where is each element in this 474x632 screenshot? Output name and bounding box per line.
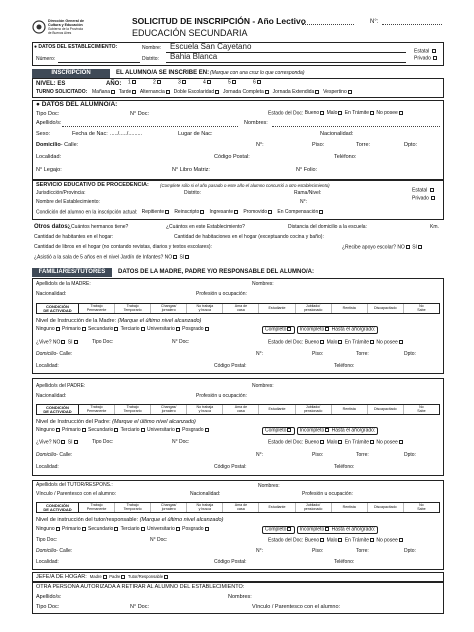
activity-day-labor[interactable]: Changas/ jornalero — [151, 304, 187, 313]
shift-extended[interactable]: Jornada Extendida — [273, 89, 321, 95]
establishment-number-label: Número: — [36, 56, 56, 62]
shift-evening[interactable]: Vespertino — [323, 89, 353, 95]
edu-primary[interactable]: Primario — [62, 427, 87, 433]
shift-morning[interactable]: Mañana — [92, 89, 116, 95]
tutor-tower-label: Torre: — [356, 548, 369, 554]
tutor-relation-label: Vínculo / Parentesco con el alumno: — [36, 491, 117, 497]
rooms-question: Cantidad de habitaciones en el hogar (exceptuando cocina y baño): — [174, 234, 324, 240]
doc-bad[interactable]: Malo — [327, 110, 344, 116]
student-nationality-label: Nacionalidad: — [320, 131, 354, 137]
authorized-names-label: Nombres: — [228, 594, 252, 600]
distance-question: Distancia del domicilio a la escuela: — [288, 224, 367, 230]
books-question: Cantidad de libros en el hogar (no contando revistas, diarios y textos escolares): — [34, 244, 212, 250]
authorized-doc-type-label: Tipo Doc: — [36, 604, 60, 610]
edu-secondary[interactable]: Secundario — [88, 326, 119, 332]
father-edu-levels — [36, 428, 210, 434]
student-doc-type-label: Tipo Doc: — [36, 111, 60, 117]
mother-edu-completion — [262, 326, 378, 334]
doc-pending[interactable]: En Trámite — [345, 110, 375, 116]
inhabitants-question: Cantidad de habitantes en el hogar: — [34, 234, 114, 240]
tutor-phone-label: Teléfono: — [334, 559, 355, 565]
student-sex-label: Sexo: — [36, 131, 51, 137]
father-locality-label: Localidad: — [36, 464, 59, 470]
edu-none[interactable]: Ninguno — [36, 427, 61, 433]
edu-secondary[interactable]: Secundario — [88, 427, 119, 433]
condition-promoted[interactable]: Promovido — [243, 209, 273, 215]
form-title: SOLICITUD DE INSCRIPCIÓN - Año Lectivo — [132, 16, 306, 26]
authorized-surnames-label: Apellido/s: — [36, 594, 62, 600]
shift-options — [92, 90, 353, 96]
province-logo — [32, 20, 46, 34]
head-father[interactable]: Padre — [109, 574, 126, 579]
doc-none[interactable]: No posee — [376, 110, 403, 116]
student-file-label: N° Legajo: — [36, 167, 62, 173]
student-birthdate-field[interactable]: ...../...../......... — [110, 131, 143, 137]
student-folio-label: N° Folio: — [296, 167, 318, 173]
doc-good[interactable]: Bueno — [305, 110, 325, 116]
edu-tertiary[interactable]: Terciario — [121, 526, 146, 532]
activity-day-labor[interactable]: Changas/ jornalero — [151, 405, 187, 414]
mother-profession-label: Profesión u ocupación: — [196, 291, 247, 297]
condition-new[interactable]: Ingresante — [210, 209, 240, 215]
provenance-jurisdiction-label: Jurisdicción/Provincia: — [36, 190, 86, 196]
activity-temporary[interactable]: Trabajo Temporario — [115, 405, 151, 414]
activity-unknown[interactable]: No Sabe — [417, 404, 426, 413]
org-line-4: de Buenos Aires — [48, 31, 72, 35]
activity-homemaker[interactable]: Ama de casa — [223, 304, 259, 313]
student-postal-label: Código Postal: — [214, 154, 250, 160]
tutor-profession-label: Profesión u ocupación: — [302, 491, 353, 497]
student-floor-label: Piso: — [312, 142, 325, 148]
student-doc-num-label: N° Doc: — [130, 111, 150, 117]
activity-seeking[interactable]: No trabaja y busca — [187, 503, 223, 512]
year-field[interactable] — [302, 24, 354, 25]
head-mother[interactable]: Madre — [90, 574, 108, 579]
father-edu-label: Nivel de Instrucción del Padre: (Marque el último nivel alcanzado) — [36, 419, 196, 425]
student-registry-label: N° Libro Matriz: — [172, 167, 210, 173]
org-line-1: Dirección General de — [48, 19, 84, 23]
student-tower-label: Torre: — [356, 142, 371, 148]
activity-student[interactable]: Estudiante — [259, 304, 295, 313]
shift-alternating[interactable]: Alternancia — [140, 89, 171, 95]
form-subtitle: EDUCACIÓN SECUNDARIA — [132, 28, 248, 38]
activity-homemaker[interactable]: Ama de casa — [223, 405, 259, 414]
mother-edu-levels — [36, 327, 210, 333]
year-label: AÑO: — [106, 81, 122, 87]
father-tower-label: Torre: — [356, 452, 369, 458]
provenance-hint: (Complete sólo si el año pasado o este año el alumno concurrió a otro establecimiento) — [160, 183, 330, 188]
activity-disabled[interactable]: Discapacitado — [368, 405, 404, 414]
mother-activity-table — [36, 303, 440, 314]
tutor-doc-state: Estado del Doc: Bueno Malo En Trámite No posee — [268, 538, 404, 544]
activity-retired[interactable]: Jubilado/ pensionado — [296, 304, 332, 313]
tutor-apt-label: Dpto: — [404, 548, 416, 554]
complete-option[interactable]: Completo — [262, 326, 295, 334]
mother-edu-label: Nivel de Instrucción de la Madre: (Marque el último nivel alcanzado) — [36, 318, 202, 324]
establishment-name-label: Nombre: — [142, 45, 162, 51]
org-line-3: Gobierno de la Provincia — [48, 27, 83, 31]
student-doc-state: Estado del Doc: Bueno Malo En Trámite No posee — [268, 111, 404, 117]
tutor-floor-label: Piso: — [312, 548, 324, 554]
complete-option[interactable]: Completo — [262, 427, 295, 435]
province-logo-icon — [32, 20, 46, 34]
authorized-person-heading: OTRA PERSONA AUTORIZADA A RETIRAR AL ALUMNO DEL ESTABLECIMIENTO: — [36, 584, 245, 590]
activity-homemaker[interactable]: Ama de casa — [223, 503, 259, 512]
father-doc-num-label: N° Doc: — [172, 439, 190, 445]
tutor-locality-label: Localidad: — [36, 559, 59, 565]
establishment-district-label: Distrito: — [142, 56, 159, 62]
edu-primary[interactable]: Primario — [62, 326, 87, 332]
activity-header: CONDICIÓN DE ACTIVIDAD — [37, 304, 79, 313]
mother-names-label: Nombres: — [252, 281, 274, 287]
activity-disabled[interactable]: Discapacitado — [368, 503, 404, 512]
year-1[interactable]: 1 — [128, 80, 152, 86]
year-4[interactable]: 4 — [203, 80, 227, 86]
other-heading: Otros datos: — [34, 224, 70, 230]
family-bar: FAMILIARES/TUTORES — [32, 268, 112, 277]
complete-option[interactable]: Completo — [262, 526, 295, 534]
activity-temporary[interactable]: Trabajo Temporario — [115, 503, 151, 512]
mother-apt-label: Dpto: — [404, 351, 416, 357]
student-surnames-label: Apellido/s: — [36, 120, 62, 126]
father-alive: ¿Vive? NO SI — [36, 440, 79, 446]
student-apt-label: Dpto: — [404, 142, 418, 148]
student-phone-label: Teléfono: — [334, 154, 357, 160]
mother-number-label: N°: — [256, 351, 263, 357]
student-address-label: Domicilio- Calle: — [36, 142, 79, 148]
father-apt-label: Dpto: — [404, 452, 416, 458]
activity-temporary[interactable]: Trabajo Temporario — [115, 304, 151, 313]
father-postal-label: Código Postal: — [214, 464, 247, 470]
father-address-label: Domicilio- Calle: — [36, 452, 73, 458]
incomplete-option[interactable]: Incompleto Hasta el año/grado: — [297, 526, 379, 534]
edu-postgrad[interactable]: Posgrado — [182, 526, 209, 532]
year-3[interactable]: 3 — [178, 80, 202, 86]
father-phone-label: Teléfono: — [334, 464, 355, 470]
student-heading: ● DATOS DEL ALUMNO/A: — [36, 101, 118, 108]
tutor-doc-num-label: N° Doc: — [150, 537, 168, 543]
siblings-here-question: ¿Cuántos en este Establecimiento? — [166, 224, 245, 230]
tutor-surname-label: Apellido/s del TUTOR/RESPONS.: — [36, 482, 113, 488]
provenance-state-option[interactable]: Estatal — [412, 188, 435, 194]
tutor-doc-type-label: Tipo Doc: — [36, 537, 58, 543]
activity-rentier[interactable]: Rentista — [332, 304, 368, 313]
student-birthplace-label: Lugar de Nac: — [178, 131, 213, 137]
state-option[interactable]: Estatal — [414, 49, 437, 55]
shift-full[interactable]: Jornada Completa — [223, 89, 270, 95]
activity-rentier[interactable]: Rentista — [332, 503, 368, 512]
kinder-question: ¿Asistió a la sala de 5 años en el nivel Jardín de Infantes? NO SI — [34, 255, 190, 261]
year-2[interactable]: 2 — [153, 80, 177, 86]
father-nationality-label: Nacionalidad: — [36, 393, 67, 399]
tutor-postal-label: Código Postal: — [214, 559, 247, 565]
establishment-number-line[interactable] — [58, 62, 140, 63]
family-heading: DATOS DE LA MADRE, PADRE Y/O RESPONSABLE DEL ALUMNO/A: — [118, 269, 315, 275]
form-number-field[interactable] — [382, 24, 442, 25]
student-locality-label: Localidad: — [36, 154, 62, 160]
activity-permanent[interactable]: Trabajo Permanente — [79, 304, 115, 313]
edu-postgrad[interactable]: Posgrado — [182, 326, 209, 332]
grade-hint: (Marque con una cruz lo que corresponda) — [210, 70, 305, 76]
activity-seeking[interactable]: No trabaja y busca — [187, 304, 223, 313]
mother-doc-type-label: Tipo Doc: — [92, 339, 114, 345]
edu-tertiary[interactable]: Terciario — [121, 427, 146, 433]
father-doc-state: Estado del Doc: Bueno Malo En Trámite No posee — [268, 440, 404, 446]
activity-header: CONDICIÓN DE ACTIVIDAD — [37, 503, 79, 512]
tutor-number-label: N°: — [256, 548, 263, 554]
mother-address-label: Domicilio- Calle: — [36, 351, 73, 357]
condition-reenrolled[interactable]: Reinscripto — [174, 209, 205, 215]
head-tutor[interactable]: Tutor/Responsable — [128, 574, 169, 579]
activity-student[interactable]: Estudiante — [259, 503, 295, 512]
student-names-label: Nombres: — [244, 120, 268, 126]
activity-unknown[interactable]: No Sabe — [417, 303, 426, 312]
year-6[interactable]: 6 — [253, 80, 277, 86]
father-floor-label: Piso: — [312, 452, 324, 458]
support-question: ¿Recibe apoyo escolar? NO SI — [342, 245, 423, 251]
activity-seeking[interactable]: No trabaja y busca — [187, 405, 223, 414]
inscription-bar: INSCRIPCIÓN — [32, 69, 110, 78]
incomplete-option[interactable]: Incompleto Hasta el año/grado: — [297, 427, 379, 435]
father-activity-table — [36, 404, 440, 415]
father-names-label: Nombres: — [252, 383, 274, 389]
tutor-names-label: Nombres: — [258, 483, 280, 489]
establishment-heading: ● DATOS DEL ESTABLECIMIENTO: — [34, 44, 118, 50]
tutor-edu-levels — [36, 527, 210, 533]
form-number-label: N°: — [370, 19, 379, 25]
household-head: JEFE/A DE HOGAR: Madre Padre Tutor/Responsable — [36, 574, 169, 580]
condition-compensation[interactable]: En Compensación — [277, 209, 324, 215]
edu-postgrad[interactable]: Posgrado — [182, 427, 209, 433]
provenance-number-label: N°: — [300, 199, 307, 205]
tutor-edu-label: Nivel de instrucción del tutor/responsable: (Marque el último nivel alcanzado) — [36, 517, 224, 523]
private-checkbox[interactable] — [433, 56, 437, 60]
father-doc-type-label: Tipo Doc: — [92, 439, 114, 445]
mother-postal-label: Código Postal: — [214, 363, 247, 369]
father-number-label: N°: — [256, 452, 263, 458]
mother-doc-num-label: N° Doc: — [172, 339, 190, 345]
mother-nationality-label: Nacionalidad: — [36, 291, 67, 297]
provenance-name-label: Nombre del Establecimiento: — [36, 199, 100, 205]
authorized-relation-label: Vínculo / Parentesco con el alumno: — [252, 604, 341, 610]
father-edu-completion — [262, 427, 378, 435]
level-label: NIVEL: ES — [36, 81, 66, 87]
siblings-question: ¿Cuántos hermanos tiene? — [68, 224, 129, 230]
activity-retired[interactable]: Jubilado/ pensionado — [296, 405, 332, 414]
shift-label: TURNO SOLICITADO: — [36, 89, 88, 95]
student-names-field[interactable] — [272, 126, 440, 127]
edu-university[interactable]: Universitario — [147, 427, 181, 433]
year-options — [128, 80, 277, 86]
tutor-address-label: Domicilio- Calle: — [36, 548, 73, 554]
grade-prompt: EL ALUMNO/A SE INSCRIBE EN: — [116, 70, 210, 76]
edu-university[interactable]: Universitario — [147, 526, 181, 532]
tutor-nationality-label: Nacionalidad: — [190, 491, 221, 497]
private-option[interactable]: Privado — [414, 56, 438, 62]
student-surnames-field[interactable] — [62, 126, 238, 127]
state-checkbox[interactable] — [432, 49, 436, 53]
mother-phone-label: Teléfono: — [334, 363, 355, 369]
condition-repeater[interactable]: Repitiente — [142, 209, 171, 215]
activity-permanent[interactable]: Trabajo Permanente — [79, 405, 115, 414]
activity-disabled[interactable]: Discapacitado — [368, 304, 404, 313]
tutor-activity-table — [36, 502, 440, 513]
establishment-district-value[interactable]: Bahia Blanca — [170, 52, 218, 61]
mother-alive: ¿Vive? NO SI — [36, 340, 79, 346]
mother-locality-label: Localidad: — [36, 363, 59, 369]
establishment-name-value[interactable]: Escuela San Cayetano — [170, 42, 252, 51]
year-5[interactable]: 5 — [228, 80, 252, 86]
authorized-doc-num-label: N° Doc: — [130, 604, 150, 610]
org-line-2: Cultura y Educación — [48, 23, 83, 27]
provenance-branch-label: Rama/Nivel: — [294, 190, 322, 196]
edu-none[interactable]: Ninguno — [36, 526, 61, 532]
provenance-district-label: Distrito: — [184, 190, 201, 196]
shift-double[interactable]: Doble Escolaridad — [174, 89, 221, 95]
student-birthdate-label: Fecha de Nac: — [72, 131, 108, 137]
edu-university[interactable]: Universitario — [147, 326, 181, 332]
edu-secondary[interactable]: Secundario — [88, 526, 119, 532]
father-profession-label: Profesión u ocupación: — [196, 393, 247, 399]
distance-unit: Km. — [430, 224, 439, 230]
shift-afternoon[interactable]: Tarde — [119, 89, 138, 95]
student-number-label: N°: — [256, 142, 264, 148]
father-surname-label: Apellido/s del PADRE: — [36, 383, 86, 389]
activity-retired[interactable]: Jubilado/ pensionado — [296, 503, 332, 512]
edu-none[interactable]: Ninguno — [36, 326, 61, 332]
mother-tower-label: Torre: — [356, 351, 369, 357]
provenance-heading: SERVICIO EDUCATIVO DE PROCEDENCIA: — [36, 182, 149, 188]
activity-header: CONDICIÓN DE ACTIVIDAD — [37, 405, 79, 414]
activity-day-labor[interactable]: Changas/ jornalero — [151, 503, 187, 512]
activity-student[interactable]: Estudiante — [259, 405, 295, 414]
provenance-private-option[interactable]: Privado — [412, 196, 436, 202]
incomplete-option[interactable]: Incompleto Hasta el año/grado: — [297, 326, 379, 334]
edu-tertiary[interactable]: Terciario — [121, 326, 146, 332]
mother-doc-state: Estado del Doc: Bueno Malo En Trámite No posee — [268, 340, 404, 346]
establishment-district-line — [166, 62, 406, 63]
provenance-condition: Condición del alumno en la inscripción actual: Repitiente Reinscripto Ingresante Promovido En Compensación — [36, 210, 324, 216]
mother-floor-label: Piso: — [312, 351, 324, 357]
tutor-edu-completion — [262, 526, 378, 534]
mother-surname-label: Apellido/s de la MADRE: — [36, 281, 91, 287]
activity-permanent[interactable]: Trabajo Permanente — [79, 503, 115, 512]
activity-unknown[interactable]: No Sabe — [417, 502, 426, 511]
edu-primary[interactable]: Primario — [62, 526, 87, 532]
activity-rentier[interactable]: Rentista — [332, 405, 368, 414]
